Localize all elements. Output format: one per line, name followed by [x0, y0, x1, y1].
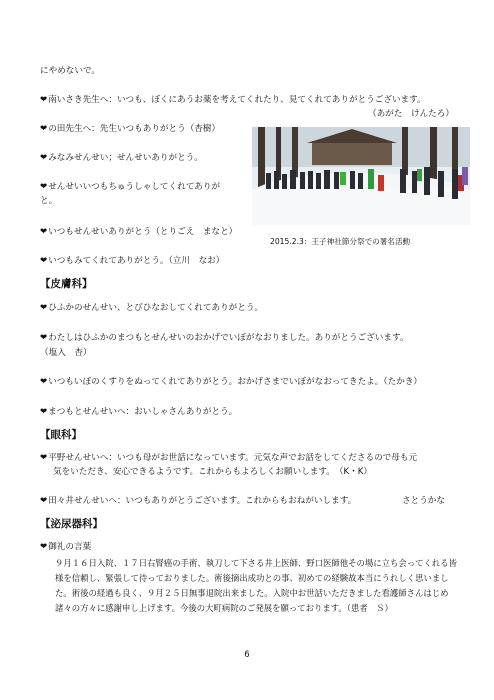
message-text: せんせいいつもちゅうしゃしてくれてありが — [48, 182, 221, 192]
message-line — [40, 302, 263, 314]
message-text: いつもせんせいありがとう（とりごえ まなと） — [48, 227, 238, 237]
photo-caption: 2015.2.3：王子神社節分祭での署名活動 — [270, 237, 411, 246]
heart-icon: ❤ — [40, 407, 48, 417]
message-line — [40, 181, 220, 193]
heart-icon: ❤ — [40, 303, 48, 313]
heart-icon: ❤ — [40, 453, 48, 463]
message-signature: （塩入 杏） — [40, 348, 92, 358]
message-line — [40, 541, 91, 553]
message-line — [40, 255, 224, 267]
section-title-dermatology: 【皮膚科】 — [40, 278, 93, 290]
heart-icon: ❤ — [40, 182, 48, 192]
message-heading: 御礼の言葉 — [48, 542, 92, 552]
heart-icon: ❤ — [40, 227, 48, 237]
message-text: いつもいぼのくすりをぬってくれてありがとう。おかげさまでいぼがなおってきたよ。（たかき） — [48, 377, 423, 387]
message-text: いつもみてくれてありがとう。（立川 なお） — [48, 256, 225, 266]
message-line-cont: 気をいただき、安心できるようです。これからもよろしくお願いします。 （K・K） — [53, 467, 372, 477]
heart-icon: ❤ — [40, 542, 48, 552]
message-line — [40, 376, 422, 388]
message-line — [40, 152, 203, 164]
heart-icon: ❤ — [40, 333, 48, 343]
message-line — [40, 406, 237, 418]
event-photo-image — [252, 127, 470, 225]
heart-icon: ❤ — [40, 256, 48, 266]
event-photo — [252, 127, 470, 225]
heart-icon: ❤ — [40, 496, 48, 506]
message-text: の田先生へ：先生いつもありがとう（杏樹） — [48, 124, 221, 134]
thank-you-letter: ９月１６日入院、１７日右腎癌の手術、執刀して下さる井上医師、野口医師他その場に立ち会ってくれる皆様を信頼し、緊張して待っておりました。術後摘出成功との事、初めての経験故本当にうれしく思いました。術後の経過も良く、９月２５日無事退院出来ました。入院中お世話いただきました看護師さんはじめ諸々の方々に感謝申し上げます。今後の大町病院のご発展を願っております。（患者 Ｓ） — [55, 558, 457, 613]
heart-icon: ❤ — [40, 124, 48, 134]
message-text: みなみせんせい；せんせいありがとう。 — [48, 153, 203, 163]
message-line — [40, 226, 237, 238]
section-title-ophthalmology: 【眼科】 — [40, 429, 82, 441]
message-text: 平野せんせいへ：いつも母がお世話になっています。元気な声でお話をしてくださるので母も元 — [48, 453, 418, 463]
heart-icon: ❤ — [40, 95, 48, 105]
message-text: 南いさき先生へ：いつも、ぼくにあうお薬を考えてくれたり、見てくれてありがとうございます。 — [48, 95, 426, 105]
message-text: 田々井せんせいへ：いつもありがとうございます。これからもおねがいします。 — [48, 496, 357, 506]
section-title-urology: 【泌尿器科】 — [40, 518, 103, 530]
heart-icon: ❤ — [40, 153, 48, 163]
message-text: まつもとせんせいへ：おいしゃさんありがとう。 — [48, 407, 238, 417]
message-signature: （あがた けんたろ） — [368, 109, 454, 119]
message-line — [40, 94, 426, 106]
message-line-cont: と。 — [40, 196, 58, 206]
message-line — [40, 452, 417, 464]
message-line — [40, 332, 408, 344]
message-line — [40, 495, 356, 507]
message-line: にやめないで。 — [40, 66, 100, 76]
heart-icon: ❤ — [40, 377, 48, 387]
message-text: わたしはひふかのまつもとせんせいのおかげでいぼがなおりました。ありがとうございます。 — [48, 333, 409, 343]
message-line — [40, 123, 220, 135]
message-signature: さとうかな — [402, 496, 445, 506]
message-text: ひふかのせんせい、とびひなおしてくれてありがとう。 — [48, 303, 264, 313]
page-number: 6 — [244, 650, 250, 660]
